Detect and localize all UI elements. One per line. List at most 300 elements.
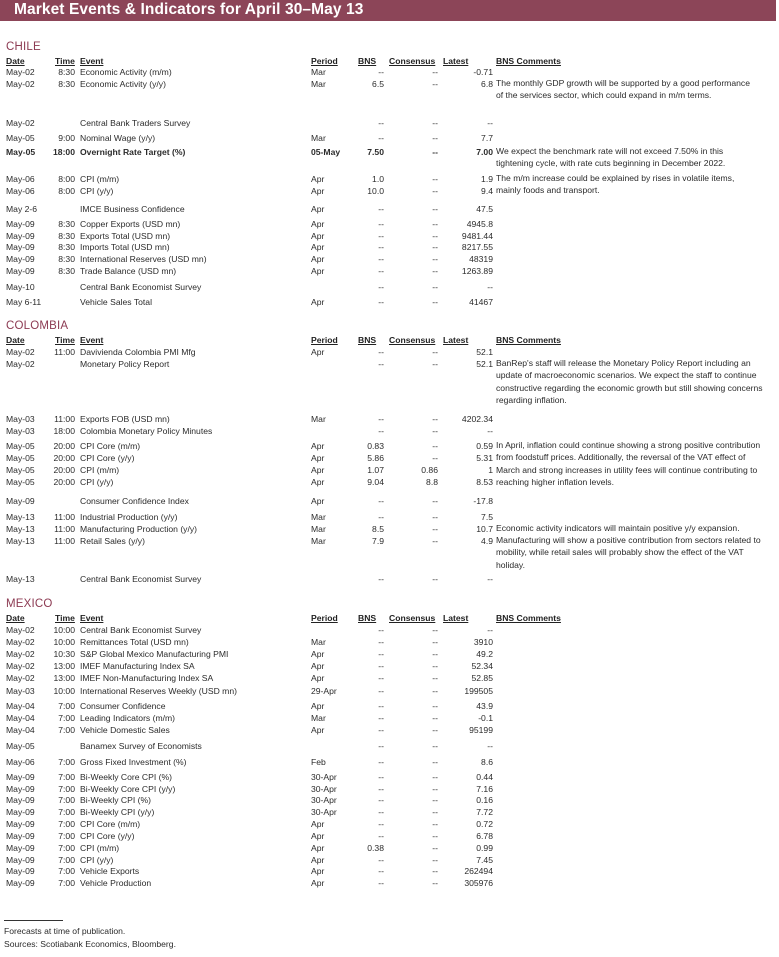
cell-time: 7:00 bbox=[58, 831, 75, 841]
column-header-date: Date bbox=[6, 613, 25, 623]
cell-event: Bi-Weekly CPI (y/y) bbox=[80, 807, 155, 817]
cell-date: May-02 bbox=[6, 637, 35, 647]
cell-latest: 0.72 bbox=[476, 819, 493, 829]
cell-consensus: -- bbox=[432, 67, 438, 77]
cell-latest: -0.1 bbox=[478, 713, 493, 723]
cell-latest: 1263.89 bbox=[461, 266, 493, 276]
table-row bbox=[0, 296, 779, 308]
cell-date: May-05 bbox=[6, 465, 35, 475]
cell-bns: -- bbox=[378, 512, 384, 522]
cell-date: May-02 bbox=[6, 118, 35, 128]
cell-event: Monetary Policy Report bbox=[80, 359, 170, 369]
table-row bbox=[0, 281, 779, 293]
cell-period: Apr bbox=[311, 661, 325, 671]
cell-time: 7:00 bbox=[58, 855, 75, 865]
cell-bns: -- bbox=[378, 297, 384, 307]
cell-bns: -- bbox=[378, 686, 384, 696]
column-header-event: Event bbox=[80, 613, 104, 623]
cell-bns: -- bbox=[378, 807, 384, 817]
cell-time: 20:00 bbox=[53, 441, 75, 451]
cell-bns: -- bbox=[378, 637, 384, 647]
cell-date: May-02 bbox=[6, 673, 35, 683]
cell-event: Davivienda Colombia PMI Mfg bbox=[80, 347, 196, 357]
cell-time: 7:00 bbox=[58, 819, 75, 829]
cell-time: 8:30 bbox=[58, 79, 75, 89]
cell-period: Apr bbox=[311, 242, 325, 252]
cell-period: Apr bbox=[311, 843, 325, 853]
cell-time: 10:00 bbox=[53, 637, 75, 647]
cell-time: 10:00 bbox=[53, 686, 75, 696]
table-row bbox=[0, 771, 779, 783]
cell-period: Apr bbox=[311, 231, 325, 241]
cell-event: Vehicle Exports bbox=[80, 866, 140, 876]
cell-time: 11:00 bbox=[54, 524, 75, 534]
cell-period: Apr bbox=[311, 465, 325, 475]
cell-latest: -- bbox=[487, 282, 493, 292]
cell-period: Apr bbox=[311, 186, 325, 196]
bns-comment: The m/m increase could be explained by rises in volatile items, mainly foods and transport. bbox=[496, 173, 735, 196]
cell-consensus: -- bbox=[432, 254, 438, 264]
cell-bns: -- bbox=[378, 231, 384, 241]
cell-bns: -- bbox=[378, 701, 384, 711]
cell-event: CPI (m/m) bbox=[80, 843, 120, 853]
section-title-mexico: MEXICO bbox=[6, 598, 53, 610]
table-row bbox=[0, 740, 779, 752]
cell-period: 30-Apr bbox=[311, 784, 337, 794]
column-header-time: Time bbox=[55, 56, 75, 66]
cell-latest: 48319 bbox=[469, 254, 493, 264]
cell-latest: -- bbox=[487, 574, 493, 584]
cell-date: May-09 bbox=[6, 878, 35, 888]
cell-event: CPI (m/m) bbox=[80, 465, 120, 475]
cell-consensus: -- bbox=[432, 866, 438, 876]
cell-consensus: -- bbox=[432, 204, 438, 214]
cell-consensus: -- bbox=[432, 242, 438, 252]
cell-bns: -- bbox=[378, 219, 384, 229]
column-header-period: Period bbox=[311, 335, 338, 345]
column-header-bns: BNS bbox=[358, 56, 377, 66]
cell-event: Overnight Rate Target (%) bbox=[80, 147, 186, 157]
cell-date: May-02 bbox=[6, 661, 35, 671]
cell-date: May-05 bbox=[6, 441, 35, 451]
footnote-forecasts: Forecasts at time of publication. bbox=[4, 926, 126, 936]
cell-event: International Reserves Weekly (USD mn) bbox=[80, 686, 237, 696]
column-header-latest: Latest bbox=[443, 613, 469, 623]
cell-latest: 7.16 bbox=[476, 784, 493, 794]
cell-latest: 6.78 bbox=[476, 831, 493, 841]
bns-comment: We expect the benchmark rate will not exceed 7.50% in this tightening cycle, with rate cuts beginning in December 2022. bbox=[496, 146, 726, 169]
cell-period: Apr bbox=[311, 297, 325, 307]
cell-consensus: -- bbox=[432, 843, 438, 853]
cell-consensus: -- bbox=[432, 686, 438, 696]
bns-comment: BanRep's staff will release the Monetary Policy Report including an update of macroeconomic scenarios. We expect the staff to continue constructive regarding the economic growth but still showing concerns regarding inflation. bbox=[496, 358, 763, 406]
cell-time: 20:00 bbox=[53, 477, 75, 487]
cell-event: Retail Sales (y/y) bbox=[80, 536, 145, 546]
table-row bbox=[0, 806, 779, 818]
cell-consensus: -- bbox=[432, 757, 438, 767]
bns-comment: The monthly GDP growth will be supported by a good performance of the services sector, which could expand in m/m terms. bbox=[496, 78, 750, 101]
cell-consensus: -- bbox=[432, 673, 438, 683]
cell-period: 29-Apr bbox=[311, 686, 337, 696]
column-header-consensus: Consensus bbox=[389, 335, 436, 345]
cell-date: May-06 bbox=[6, 186, 35, 196]
column-header-event: Event bbox=[80, 335, 104, 345]
cell-date: May-03 bbox=[6, 414, 35, 424]
cell-date: May-02 bbox=[6, 79, 35, 89]
cell-bns: 7.9 bbox=[372, 536, 384, 546]
cell-latest: 52.1 bbox=[476, 347, 493, 357]
cell-consensus: -- bbox=[432, 536, 438, 546]
cell-bns: -- bbox=[378, 649, 384, 659]
cell-event: Manufacturing Production (y/y) bbox=[80, 524, 198, 534]
cell-bns: -- bbox=[378, 204, 384, 214]
cell-consensus: -- bbox=[432, 772, 438, 782]
cell-event: Central Bank Economist Survey bbox=[80, 625, 202, 635]
cell-latest: 52.34 bbox=[471, 661, 493, 671]
cell-event: IMEF Manufacturing Index SA bbox=[80, 661, 195, 671]
cell-consensus: -- bbox=[432, 359, 438, 369]
cell-period: Mar bbox=[311, 79, 326, 89]
cell-latest: 4945.8 bbox=[466, 219, 493, 229]
cell-consensus: -- bbox=[432, 741, 438, 751]
column-header-date: Date bbox=[6, 335, 25, 345]
cell-period: Apr bbox=[311, 441, 325, 451]
cell-period: Apr bbox=[311, 831, 325, 841]
column-header-comments: BNS Comments bbox=[496, 56, 561, 66]
cell-period: 05-May bbox=[311, 147, 341, 157]
cell-date: May-13 bbox=[6, 574, 35, 584]
cell-time: 13:00 bbox=[53, 661, 75, 671]
cell-latest: -- bbox=[487, 741, 493, 751]
cell-latest: 8.6 bbox=[481, 757, 493, 767]
cell-bns: -- bbox=[378, 866, 384, 876]
cell-period: Mar bbox=[311, 536, 326, 546]
cell-consensus: -- bbox=[432, 297, 438, 307]
cell-event: Industrial Production (y/y) bbox=[80, 512, 178, 522]
cell-event: Imports Total (USD mn) bbox=[80, 242, 170, 252]
cell-latest: 52.85 bbox=[471, 673, 493, 683]
cell-latest: -- bbox=[487, 625, 493, 635]
cell-event: Trade Balance (USD mn) bbox=[80, 266, 177, 276]
table-row bbox=[0, 218, 779, 230]
cell-consensus: 0.86 bbox=[421, 465, 438, 475]
column-header-period: Period bbox=[311, 613, 338, 623]
cell-bns: -- bbox=[378, 67, 384, 77]
cell-consensus: -- bbox=[432, 266, 438, 276]
table-row bbox=[0, 877, 779, 889]
cell-latest: 4202.34 bbox=[461, 414, 493, 424]
cell-latest: 0.16 bbox=[476, 795, 493, 805]
cell-consensus: -- bbox=[432, 661, 438, 671]
table-row bbox=[0, 842, 779, 854]
cell-event: Exports FOB (USD mn) bbox=[80, 414, 170, 424]
cell-date: May-05 bbox=[6, 741, 35, 751]
cell-date: May-09 bbox=[6, 784, 35, 794]
cell-period: Apr bbox=[311, 347, 325, 357]
column-header-date: Date bbox=[6, 56, 25, 66]
cell-date: May 2-6 bbox=[6, 204, 38, 214]
cell-latest: 7.7 bbox=[481, 133, 493, 143]
cell-event: Nominal Wage (y/y) bbox=[80, 133, 156, 143]
cell-latest: -0.71 bbox=[473, 67, 493, 77]
cell-consensus: -- bbox=[432, 219, 438, 229]
cell-event: CPI (m/m) bbox=[80, 174, 120, 184]
table-row bbox=[0, 636, 779, 648]
footnote-sources: Sources: Scotiabank Economics, Bloomberg. bbox=[4, 939, 176, 949]
cell-time: 13:00 bbox=[53, 673, 75, 683]
table-row bbox=[0, 685, 779, 697]
cell-time: 10:00 bbox=[53, 625, 75, 635]
cell-bns: 7.50 bbox=[367, 147, 384, 157]
cell-time: 7:00 bbox=[58, 772, 75, 782]
cell-bns: -- bbox=[378, 359, 384, 369]
cell-consensus: -- bbox=[432, 574, 438, 584]
cell-latest: 52.1 bbox=[476, 359, 493, 369]
column-header-time: Time bbox=[55, 613, 75, 623]
cell-time: 7:00 bbox=[58, 878, 75, 888]
cell-bns: -- bbox=[378, 254, 384, 264]
cell-period: Feb bbox=[311, 757, 326, 767]
cell-period: Apr bbox=[311, 219, 325, 229]
cell-latest: 1.9 bbox=[481, 174, 493, 184]
cell-latest: 7.45 bbox=[476, 855, 493, 865]
cell-date: May 6-11 bbox=[6, 297, 42, 307]
cell-date: May-09 bbox=[6, 843, 35, 853]
cell-time: 11:00 bbox=[54, 347, 75, 357]
cell-latest: -- bbox=[487, 118, 493, 128]
bns-comment: Economic activity indicators will maintain positive y/y expansion. bbox=[496, 523, 740, 533]
cell-consensus: -- bbox=[432, 784, 438, 794]
cell-time: 7:00 bbox=[58, 725, 75, 735]
cell-bns: -- bbox=[378, 713, 384, 723]
cell-bns: 5.86 bbox=[367, 453, 384, 463]
cell-bns: -- bbox=[378, 574, 384, 584]
cell-time: 10:30 bbox=[53, 649, 75, 659]
table-row bbox=[0, 203, 779, 215]
cell-date: May-09 bbox=[6, 795, 35, 805]
cell-consensus: -- bbox=[432, 282, 438, 292]
cell-consensus: -- bbox=[432, 186, 438, 196]
cell-latest: -17.8 bbox=[473, 496, 493, 506]
cell-event: IMCE Business Confidence bbox=[80, 204, 185, 214]
title-bar bbox=[0, 0, 776, 21]
column-header-comments: BNS Comments bbox=[496, 613, 561, 623]
cell-event: CPI (y/y) bbox=[80, 477, 114, 487]
cell-period: Mar bbox=[311, 414, 326, 424]
column-headers-colombia bbox=[0, 334, 779, 346]
cell-bns: -- bbox=[378, 673, 384, 683]
cell-consensus: -- bbox=[432, 414, 438, 424]
cell-date: May-05 bbox=[6, 147, 36, 157]
cell-latest: 4.9 bbox=[481, 536, 493, 546]
section-title-chile: CHILE bbox=[6, 41, 41, 53]
table-row bbox=[0, 253, 779, 265]
cell-consensus: 8.8 bbox=[426, 477, 438, 487]
cell-bns: -- bbox=[378, 133, 384, 143]
cell-time: 7:00 bbox=[58, 807, 75, 817]
cell-event: Remittances Total (USD mn) bbox=[80, 637, 189, 647]
cell-event: Central Bank Economist Survey bbox=[80, 574, 202, 584]
cell-bns: -- bbox=[378, 414, 384, 424]
cell-date: May-09 bbox=[6, 772, 35, 782]
table-row bbox=[0, 132, 779, 144]
cell-event: Gross Fixed Investment (%) bbox=[80, 757, 187, 767]
cell-bns: 6.5 bbox=[372, 79, 384, 89]
cell-latest: 10.7 bbox=[476, 524, 493, 534]
cell-consensus: -- bbox=[432, 807, 438, 817]
cell-event: CPI (y/y) bbox=[80, 186, 114, 196]
cell-latest: 0.99 bbox=[476, 843, 493, 853]
column-header-bns: BNS bbox=[358, 613, 377, 623]
cell-time: 7:00 bbox=[58, 757, 75, 767]
cell-date: May-04 bbox=[6, 725, 35, 735]
cell-latest: 95199 bbox=[469, 725, 493, 735]
cell-time: 8:30 bbox=[58, 242, 75, 252]
cell-period: Mar bbox=[311, 512, 326, 522]
cell-consensus: -- bbox=[432, 819, 438, 829]
cell-bns: -- bbox=[378, 242, 384, 252]
cell-bns: -- bbox=[378, 118, 384, 128]
cell-time: 11:00 bbox=[54, 536, 75, 546]
cell-latest: 1 bbox=[488, 465, 493, 475]
cell-time: 7:00 bbox=[58, 784, 75, 794]
cell-consensus: -- bbox=[432, 713, 438, 723]
table-row bbox=[0, 241, 779, 253]
cell-consensus: -- bbox=[432, 855, 438, 865]
cell-date: May-13 bbox=[6, 536, 35, 546]
table-row bbox=[0, 672, 779, 684]
cell-time: 8:30 bbox=[58, 219, 75, 229]
cell-event: Vehicle Domestic Sales bbox=[80, 725, 170, 735]
table-row bbox=[0, 413, 779, 425]
cell-period: Apr bbox=[311, 254, 325, 264]
cell-consensus: -- bbox=[432, 831, 438, 841]
cell-date: May-09 bbox=[6, 819, 35, 829]
cell-latest: 6.8 bbox=[481, 79, 493, 89]
table-row bbox=[0, 660, 779, 672]
cell-period: Apr bbox=[311, 725, 325, 735]
cell-date: May-04 bbox=[6, 713, 35, 723]
cell-consensus: -- bbox=[432, 133, 438, 143]
cell-event: CPI Core (m/m) bbox=[80, 819, 141, 829]
cell-time: 18:00 bbox=[53, 147, 75, 157]
cell-event: Economic Activity (m/m) bbox=[80, 67, 172, 77]
cell-period: Apr bbox=[311, 855, 325, 865]
cell-event: CPI Core (m/m) bbox=[80, 441, 141, 451]
cell-time: 7:00 bbox=[58, 713, 75, 723]
cell-date: May-03 bbox=[6, 426, 35, 436]
cell-bns: -- bbox=[378, 831, 384, 841]
cell-consensus: -- bbox=[432, 453, 438, 463]
cell-period: Apr bbox=[311, 496, 325, 506]
cell-date: May-05 bbox=[6, 477, 35, 487]
cell-time: 8:00 bbox=[58, 186, 75, 196]
cell-event: Central Bank Traders Survey bbox=[80, 118, 191, 128]
table-row bbox=[0, 425, 779, 437]
cell-event: Vehicle Sales Total bbox=[80, 297, 152, 307]
cell-event: CPI (y/y) bbox=[80, 855, 114, 865]
cell-latest: 262494 bbox=[464, 866, 493, 876]
cell-event: Consumer Confidence Index bbox=[80, 496, 189, 506]
table-row bbox=[0, 724, 779, 736]
cell-event: Vehicle Production bbox=[80, 878, 152, 888]
cell-period: Apr bbox=[311, 819, 325, 829]
bns-comment: Manufacturing will show a positive contribution from sectors related to mobility, while retail sales will probably show the effect of the VAT holiday. bbox=[496, 535, 761, 570]
table-row bbox=[0, 818, 779, 830]
cell-bns: 1.0 bbox=[372, 174, 384, 184]
cell-period: Apr bbox=[311, 204, 325, 214]
footnote-divider bbox=[4, 920, 63, 921]
column-header-event: Event bbox=[80, 56, 104, 66]
cell-date: May-09 bbox=[6, 242, 35, 252]
cell-consensus: -- bbox=[432, 701, 438, 711]
cell-bns: -- bbox=[378, 347, 384, 357]
cell-latest: 3910 bbox=[473, 637, 493, 647]
table-row bbox=[0, 712, 779, 724]
cell-period: Apr bbox=[311, 266, 325, 276]
cell-period: Apr bbox=[311, 453, 325, 463]
cell-date: May-13 bbox=[6, 512, 35, 522]
cell-date: May-09 bbox=[6, 219, 35, 229]
cell-latest: 7.00 bbox=[476, 147, 493, 157]
cell-period: 30-Apr bbox=[311, 807, 337, 817]
cell-time: 11:00 bbox=[54, 512, 75, 522]
column-header-latest: Latest bbox=[443, 335, 469, 345]
cell-date: May-03 bbox=[6, 686, 35, 696]
cell-period: Apr bbox=[311, 878, 325, 888]
cell-consensus: -- bbox=[432, 147, 438, 157]
table-row bbox=[0, 495, 779, 507]
column-header-latest: Latest bbox=[443, 56, 469, 66]
cell-time: 8:30 bbox=[58, 67, 75, 77]
cell-bns: 8.5 bbox=[372, 524, 384, 534]
cell-consensus: -- bbox=[432, 79, 438, 89]
column-headers-mexico bbox=[0, 612, 779, 624]
cell-latest: 0.44 bbox=[476, 772, 493, 782]
cell-bns: -- bbox=[378, 625, 384, 635]
cell-consensus: -- bbox=[432, 512, 438, 522]
cell-latest: 7.72 bbox=[476, 807, 493, 817]
table-row bbox=[0, 794, 779, 806]
cell-date: May-09 bbox=[6, 266, 35, 276]
cell-consensus: -- bbox=[432, 637, 438, 647]
cell-date: May-09 bbox=[6, 831, 35, 841]
cell-consensus: -- bbox=[432, 426, 438, 436]
cell-bns: -- bbox=[378, 878, 384, 888]
cell-latest: 5.31 bbox=[476, 453, 493, 463]
cell-event: Banamex Survey of Economists bbox=[80, 741, 202, 751]
cell-date: May-06 bbox=[6, 174, 35, 184]
column-header-consensus: Consensus bbox=[389, 56, 436, 66]
cell-latest: -- bbox=[487, 426, 493, 436]
cell-consensus: -- bbox=[432, 878, 438, 888]
table-row bbox=[0, 573, 779, 585]
cell-time: 8:30 bbox=[58, 266, 75, 276]
column-header-bns: BNS bbox=[358, 335, 377, 345]
cell-latest: 7.5 bbox=[481, 512, 493, 522]
cell-latest: 0.59 bbox=[476, 441, 493, 451]
cell-latest: 8217.55 bbox=[461, 242, 493, 252]
cell-bns: -- bbox=[378, 784, 384, 794]
cell-consensus: -- bbox=[432, 795, 438, 805]
cell-consensus: -- bbox=[432, 625, 438, 635]
cell-bns: 0.83 bbox=[367, 441, 384, 451]
cell-bns: -- bbox=[378, 795, 384, 805]
cell-event: Central Bank Economist Survey bbox=[80, 282, 202, 292]
cell-date: May-05 bbox=[6, 453, 35, 463]
cell-consensus: -- bbox=[432, 441, 438, 451]
cell-time: 8:30 bbox=[58, 254, 75, 264]
